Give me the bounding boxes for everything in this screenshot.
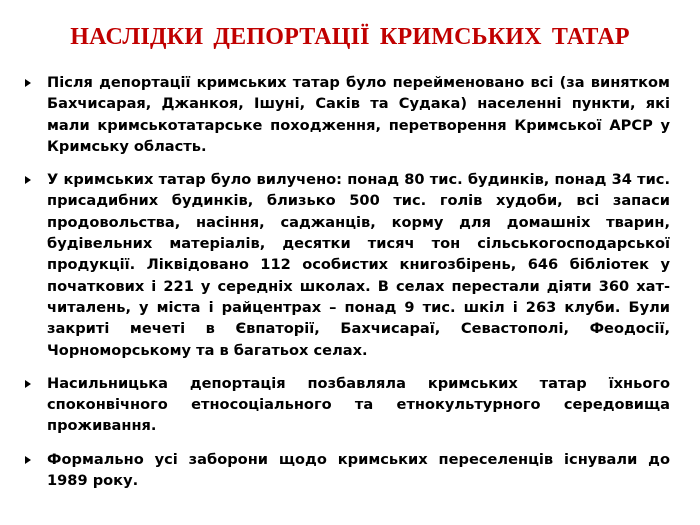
bullet-text: Формально усі заборони щодо кримських переселенців існували до 1989 року. [47,450,670,490]
triangle-bullet-icon [25,456,31,464]
slide-title: НАСЛІДКИ ДЕПОРТАЦІЇ КРИМСЬКИХ ТАТАР [70,24,630,50]
bullet-item-confiscation [22,169,670,361]
bullet-text: Після депортації кримських татар було перейменовано всі (за винятком Бахчисарая, Джанкоя, Ішуні, Саків та Судака) населенні пункти, які мали кримськотатарське походження, перетворення Кримської АРСР у Кримську область. [47,74,670,155]
bullet-item-renaming [22,72,670,157]
bullet-list [22,72,670,503]
triangle-bullet-icon [25,380,31,388]
triangle-bullet-icon [25,79,31,87]
bullet-text: У кримських татар було вилучено: понад 80 тис. будинків, понад 34 тис. присадибних будинків, близько 500 тис. голів худоби, всі запаси продовольства, насіння, саджанців, корму для домашніх тварин, будівельних матеріалів, десятки тисяч тон сільськогосподарської продукції. Ліквідовано 112 особистих книгозбірень, 646 бібліотек у початкових і 221 у середніх школах. В селах перестали діяти 360 хат-читалень, у міста і райцентрах – понад 9 тис. шкіл і 263 клуби. Були закриті мечеті в Євпаторії, Бахчисараї, Севастополі, Феодосії, Чорноморському та в багатьох селах. [47,171,670,359]
bullet-item-deprivation [22,373,670,437]
bullet-item-bans [22,449,670,492]
triangle-bullet-icon [25,176,31,184]
bullet-text: Насильницька депортація позбавляла кримських татар їхнього споконвічного етносоціального та етнокультурного середовища проживання. [47,374,670,435]
